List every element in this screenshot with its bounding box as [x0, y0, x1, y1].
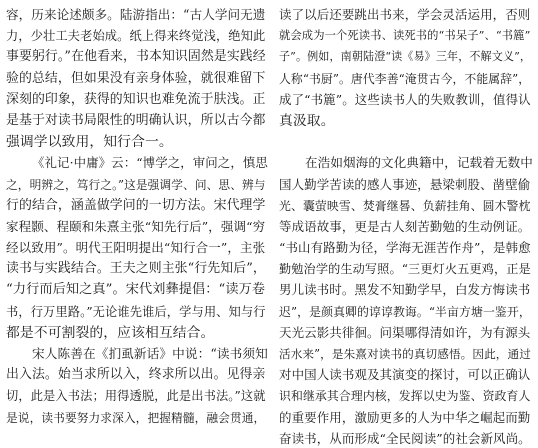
text-line: 光、囊萤映雪、焚膏继晷、负薪挂角、圆木警枕 [279, 198, 531, 213]
text-line: 等成语故事，更是古人刻苦勤勉的生动例证。 [279, 218, 531, 234]
text-line: “书山有路勤为径，学海无涯苦作舟”，是韩愈 [279, 240, 531, 256]
text-line: 验的总结，但如果没有亲身体验，就很难留下 [6, 70, 266, 86]
text-line: 之，明辨之，笃行之。”这是强调学、问、思、辨与 [6, 177, 266, 192]
blank-line [279, 133, 533, 151]
text-line: 真汲取。 [279, 112, 335, 129]
paragraph-start-line: 在浩如烟海的文化典籍中，记载着无数中 [305, 155, 533, 171]
text-line: 对中国人读书观及其演变的探讨，可以正确认 [279, 367, 531, 383]
text-line: 成了“书簏”。这些读书人的失败教训，值得认 [279, 91, 531, 107]
text-line: “力行而后知之真”。宋代刘彝提倡：“读万卷 [6, 282, 266, 298]
text-line: 是说，读书要努力求深入，把握精髓，融会贯通， [6, 410, 266, 425]
paragraph-start-line: 《礼记·中庸》云：“博学之，审问之，慎思 [32, 155, 268, 171]
text-line: 事要躬行。”在他看来，书本知识固然是实践经 [6, 49, 266, 65]
text-line: 深刻的印象，获得的知识也难免流于肤浅。正 [6, 91, 266, 107]
text-line: 天光云影共徘徊。问渠哪得清如许，为有源头 [279, 324, 531, 340]
text-line: 力，少壮工夫老始成。纸上得来终觉浅，绝知此 [6, 29, 266, 44]
text-line: 奋读书，从而形成“全民阅读”的社会新风尚。 [279, 430, 531, 446]
text-line: 容，历来论述颇多。陆游指出：“古人学问无遗 [6, 7, 266, 22]
text-line: 书，行万里路。”无论谁先谁后，学与用、知与行 [6, 304, 266, 319]
text-line: 勤勉治学的生动写照。“三更灯火五更鸡，正是 [279, 262, 531, 277]
text-line: 出入法。始当求所以入，终求所以出。见得亲 [6, 367, 266, 383]
text-line: 读了以后还要跳出书来，学会灵活运用，否则 [279, 7, 531, 22]
text-line: 家程颢、程颐和朱熹主张“知先行后”，强调“穷 [6, 218, 266, 234]
right-text-column [279, 0, 533, 448]
paragraph-start-line: 宋人陈善在《扪虱新话》中说：“读书须知 [32, 346, 268, 361]
text-line: 就会成为一个死读书、读死书的“书呆子”、“书簏” [279, 29, 531, 43]
text-line: 国人勤学苦读的感人事迹，悬梁刺股、凿壁偷 [279, 176, 531, 192]
text-line: 的重要作用，激励更多的人为中华之崛起而勤 [279, 409, 531, 425]
text-line: 行的结合，涵盖做学问的一切方法。宋代理学 [6, 197, 266, 213]
left-text-column [6, 0, 268, 427]
text-line: 强调学以致用，知行合一。 [6, 134, 173, 151]
text-line: 经以致用”。明代王阳明提出“知行合一”，主张 [6, 240, 266, 256]
text-line: 都是不可割裂的，应该相互结合。 [6, 324, 215, 341]
text-line: 男儿读书时。黑发不知勤学早，白发方悔读书 [279, 282, 531, 298]
text-line: 读书与实践结合。王夫之则主张“行先知后”， [6, 261, 266, 277]
text-line: 活水来”，是朱熹对读书的真切感悟。因此，通过 [279, 347, 531, 361]
text-line: 子”。例如，南朝陆澄“读《易》三年，不解文义”， [279, 50, 532, 64]
text-line: 识和继承其合理内核，发挥以史为鉴、资政育人 [279, 389, 531, 404]
text-line: 切，此是入书法；用得透脱，此是出书法。”这就 [6, 389, 266, 404]
text-line: 迟”，是颜真卿的谆谆教诲。“半亩方塘一鉴开， [279, 304, 531, 319]
text-line: 人称“书厨”。唐代李善“淹贯古今，不能属辞”， [279, 71, 531, 86]
text-line: 是基于对读书局限性的明确认识，所以古今都 [6, 112, 266, 128]
